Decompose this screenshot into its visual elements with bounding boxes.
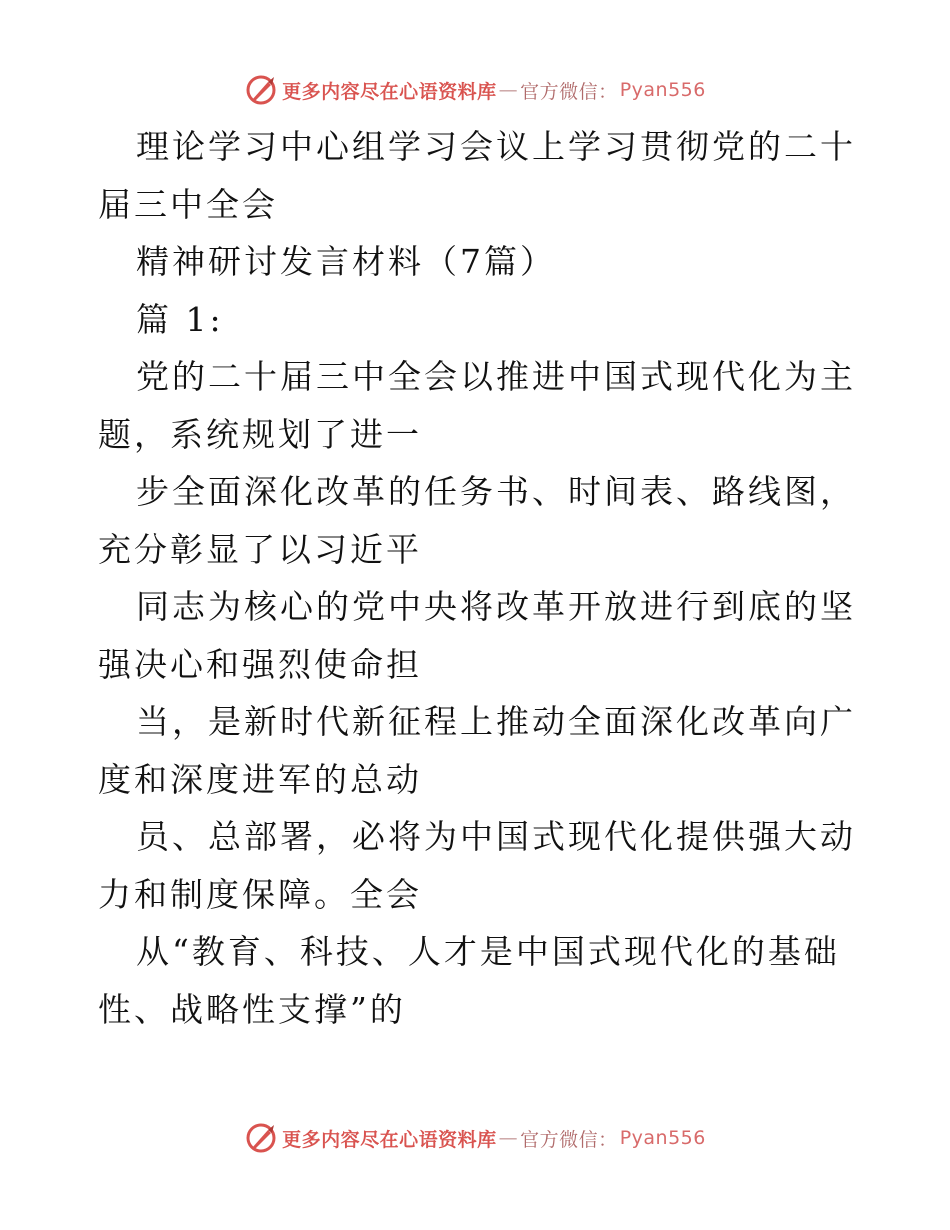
watermark-separator: — [498,79,519,101]
document-title-line2: 精神研讨发言材料（7篇） [136,242,556,281]
watermark-account: Pyan556 [619,1127,706,1149]
section-heading: 篇 1: [136,299,224,339]
body-paragraph: 党的二十届三中全会以推进中国式现代化为主题，系统规划了进一 [98,357,856,454]
quill-logo-icon [244,1121,278,1155]
watermark-brand: 更多内容尽在心语资料库 [282,80,497,103]
watermark-account: Pyan556 [619,79,706,101]
body-paragraph: 当，是新时代新征程上推动全面深化改革向广度和深度进军的总动 [98,702,856,799]
body-paragraph: 同志为核心的党中央将改革开放进行到底的坚强决心和强烈使命担 [98,587,856,684]
watermark-header [0,70,950,110]
body-paragraph: 从“教育、科技、人才是中国式现代化的基础性、战略性支撑”的 [98,932,840,1029]
watermark-footer [0,1118,950,1158]
watermark-brand: 更多内容尽在心语资料库 [282,1128,497,1151]
document-body [98,118,858,1038]
watermark-separator: — [498,1127,519,1149]
watermark-label: 官方微信： [520,80,618,103]
body-paragraph: 员、总部署，必将为中国式现代化提供强大动力和制度保障。全会 [98,817,856,914]
body-paragraph: 步全面深化改革的任务书、时间表、路线图，充分彰显了以习近平 [98,472,856,569]
quill-logo-icon [244,73,278,107]
document-title-line1: 理论学习中心组学习会议上学习贯彻党的二十届三中全会 [98,127,856,224]
watermark-label: 官方微信： [520,1128,618,1151]
